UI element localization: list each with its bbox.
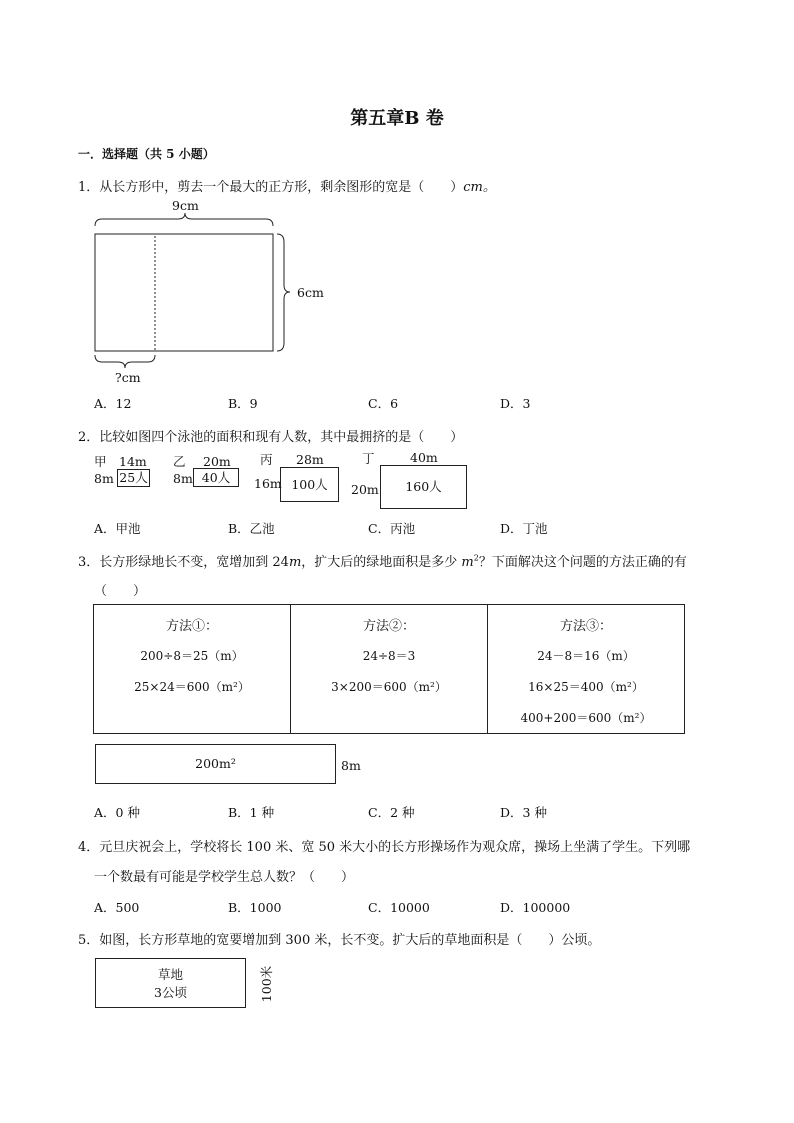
pool-bing-box: [280, 467, 339, 502]
q1-width-label: 9cm: [172, 198, 199, 213]
section-heading: 一．选择题（共 5 小题）: [78, 147, 215, 161]
q3-option-c[interactable]: C．2 种: [368, 805, 415, 820]
pool-bing-name: 丙: [260, 452, 273, 467]
pool-jia-people: 25人: [119, 470, 148, 485]
question-3-paren: （ ）: [94, 584, 147, 599]
pool-bing-width: 16m: [254, 476, 282, 491]
q2-option-a[interactable]: A．甲池: [94, 521, 141, 536]
method-1-line-2: 25×24＝600（m²）: [134, 680, 250, 694]
method-1-title: 方法①：: [165, 619, 218, 634]
method-1-line-1: 200÷8＝25（m）: [140, 649, 244, 663]
pool-ding-length: 40m: [410, 450, 438, 465]
pool-yi-width: 8m: [173, 471, 193, 486]
method-3-cell: [488, 605, 684, 733]
pool-ding-people: 160人: [405, 479, 442, 494]
pool-yi-people: 40人: [201, 470, 231, 485]
pool-yi-length: 20m: [203, 454, 231, 469]
q2-option-d[interactable]: D．丁池: [500, 521, 548, 536]
q1-option-d[interactable]: D．3: [500, 396, 531, 411]
question-3-sup: 2: [473, 553, 479, 563]
q4-option-c[interactable]: C．10000: [368, 900, 430, 915]
pool-yi-box: [193, 468, 239, 487]
pool-ding-box: [380, 465, 467, 509]
method-2-cell: [291, 605, 488, 733]
method-3-line-3: 400+200＝600（m²）: [520, 711, 652, 725]
pool-jia-length: 14m: [119, 454, 147, 469]
question-4-line-1: 4．元旦庆祝会上，学校将长 100 米、宽 50 米大小的长方形操场作为观众席，操场上坐满了学生。下列哪: [78, 840, 691, 855]
q1-option-b[interactable]: B．9: [228, 396, 258, 411]
question-2: 2．比较如图四个泳池的面积和现有人数，其中最拥挤的是（ ）: [78, 430, 464, 445]
pool-ding-width: 20m: [351, 482, 379, 497]
q3-side-label: 8m: [341, 758, 361, 773]
question-5: 5．如图，长方形草地的宽要增加到 300 米，长不变。扩大后的草地面积是（ ）公顷。: [78, 933, 601, 948]
q1-unknown-label: ?cm: [115, 370, 141, 385]
question-3-unit-m2: m: [461, 555, 474, 570]
pool-yi-name: 乙: [173, 454, 186, 469]
q5-box-line-1: 草地: [157, 967, 183, 982]
q3-area-rectangle: [95, 744, 336, 784]
pool-jia-name: 甲: [94, 454, 107, 469]
question-3: [78, 551, 687, 570]
q1-option-a[interactable]: A．12: [94, 396, 132, 411]
method-3-line-2: 16×25＝400（m²）: [528, 680, 644, 694]
q1-option-c[interactable]: C．6: [368, 396, 399, 411]
q3-option-b[interactable]: B．1 种: [228, 805, 275, 820]
q4-option-a[interactable]: A．500: [94, 900, 140, 915]
method-3-line-1: 24－8＝16（m）: [537, 649, 635, 663]
pool-jia-width: 8m: [94, 471, 114, 486]
method-2-line-1: 24÷8＝3: [362, 649, 416, 663]
pool-jia-box: [117, 469, 150, 487]
method-1-cell: [94, 605, 291, 733]
question-3-text-b: ，扩大后的绿地面积是多少: [301, 555, 462, 570]
question-1-text: 1．从长方形中，剪去一个最大的正方形，剩余图形的宽是（ ）: [78, 180, 464, 195]
q5-grass-rectangle: [95, 958, 246, 1008]
page-title: 第五章B 卷: [350, 108, 444, 129]
pool-ding-name: 丁: [362, 451, 375, 466]
question-3-text-c: ？下面解决这个问题的方法正确的有: [478, 555, 687, 570]
q4-option-b[interactable]: B．1000: [228, 900, 282, 915]
method-2-title: 方法②：: [362, 619, 415, 634]
q3-option-a[interactable]: A．0 种: [94, 805, 140, 820]
methods-table: [93, 604, 685, 734]
q3-area-label: 200m²: [195, 756, 236, 771]
pool-bing-length: 28m: [296, 452, 324, 467]
q5-side-label: 100米: [259, 965, 274, 1003]
q5-box-line-2: 3公顷: [154, 985, 187, 1000]
question-1-unit: cm。: [463, 180, 496, 195]
q1-height-label: 6cm: [297, 285, 324, 300]
question-3-text-a: 3．长方形绿地长不变，宽增加到 24: [78, 555, 289, 570]
pool-bing-people: 100人: [291, 477, 328, 492]
method-3-title: 方法③：: [559, 619, 612, 634]
q2-option-b[interactable]: B．乙池: [228, 521, 275, 536]
method-2-line-2: 3×200＝600（m²）: [331, 680, 447, 694]
question-4-line-2: 一个数最有可能是学校学生总人数？（ ）: [94, 870, 355, 885]
question-3-unit-m: m: [288, 555, 302, 570]
q4-option-d[interactable]: D．100000: [500, 900, 571, 915]
q3-option-d[interactable]: D．3 种: [500, 805, 547, 820]
q2-option-c[interactable]: C．丙池: [368, 521, 416, 536]
